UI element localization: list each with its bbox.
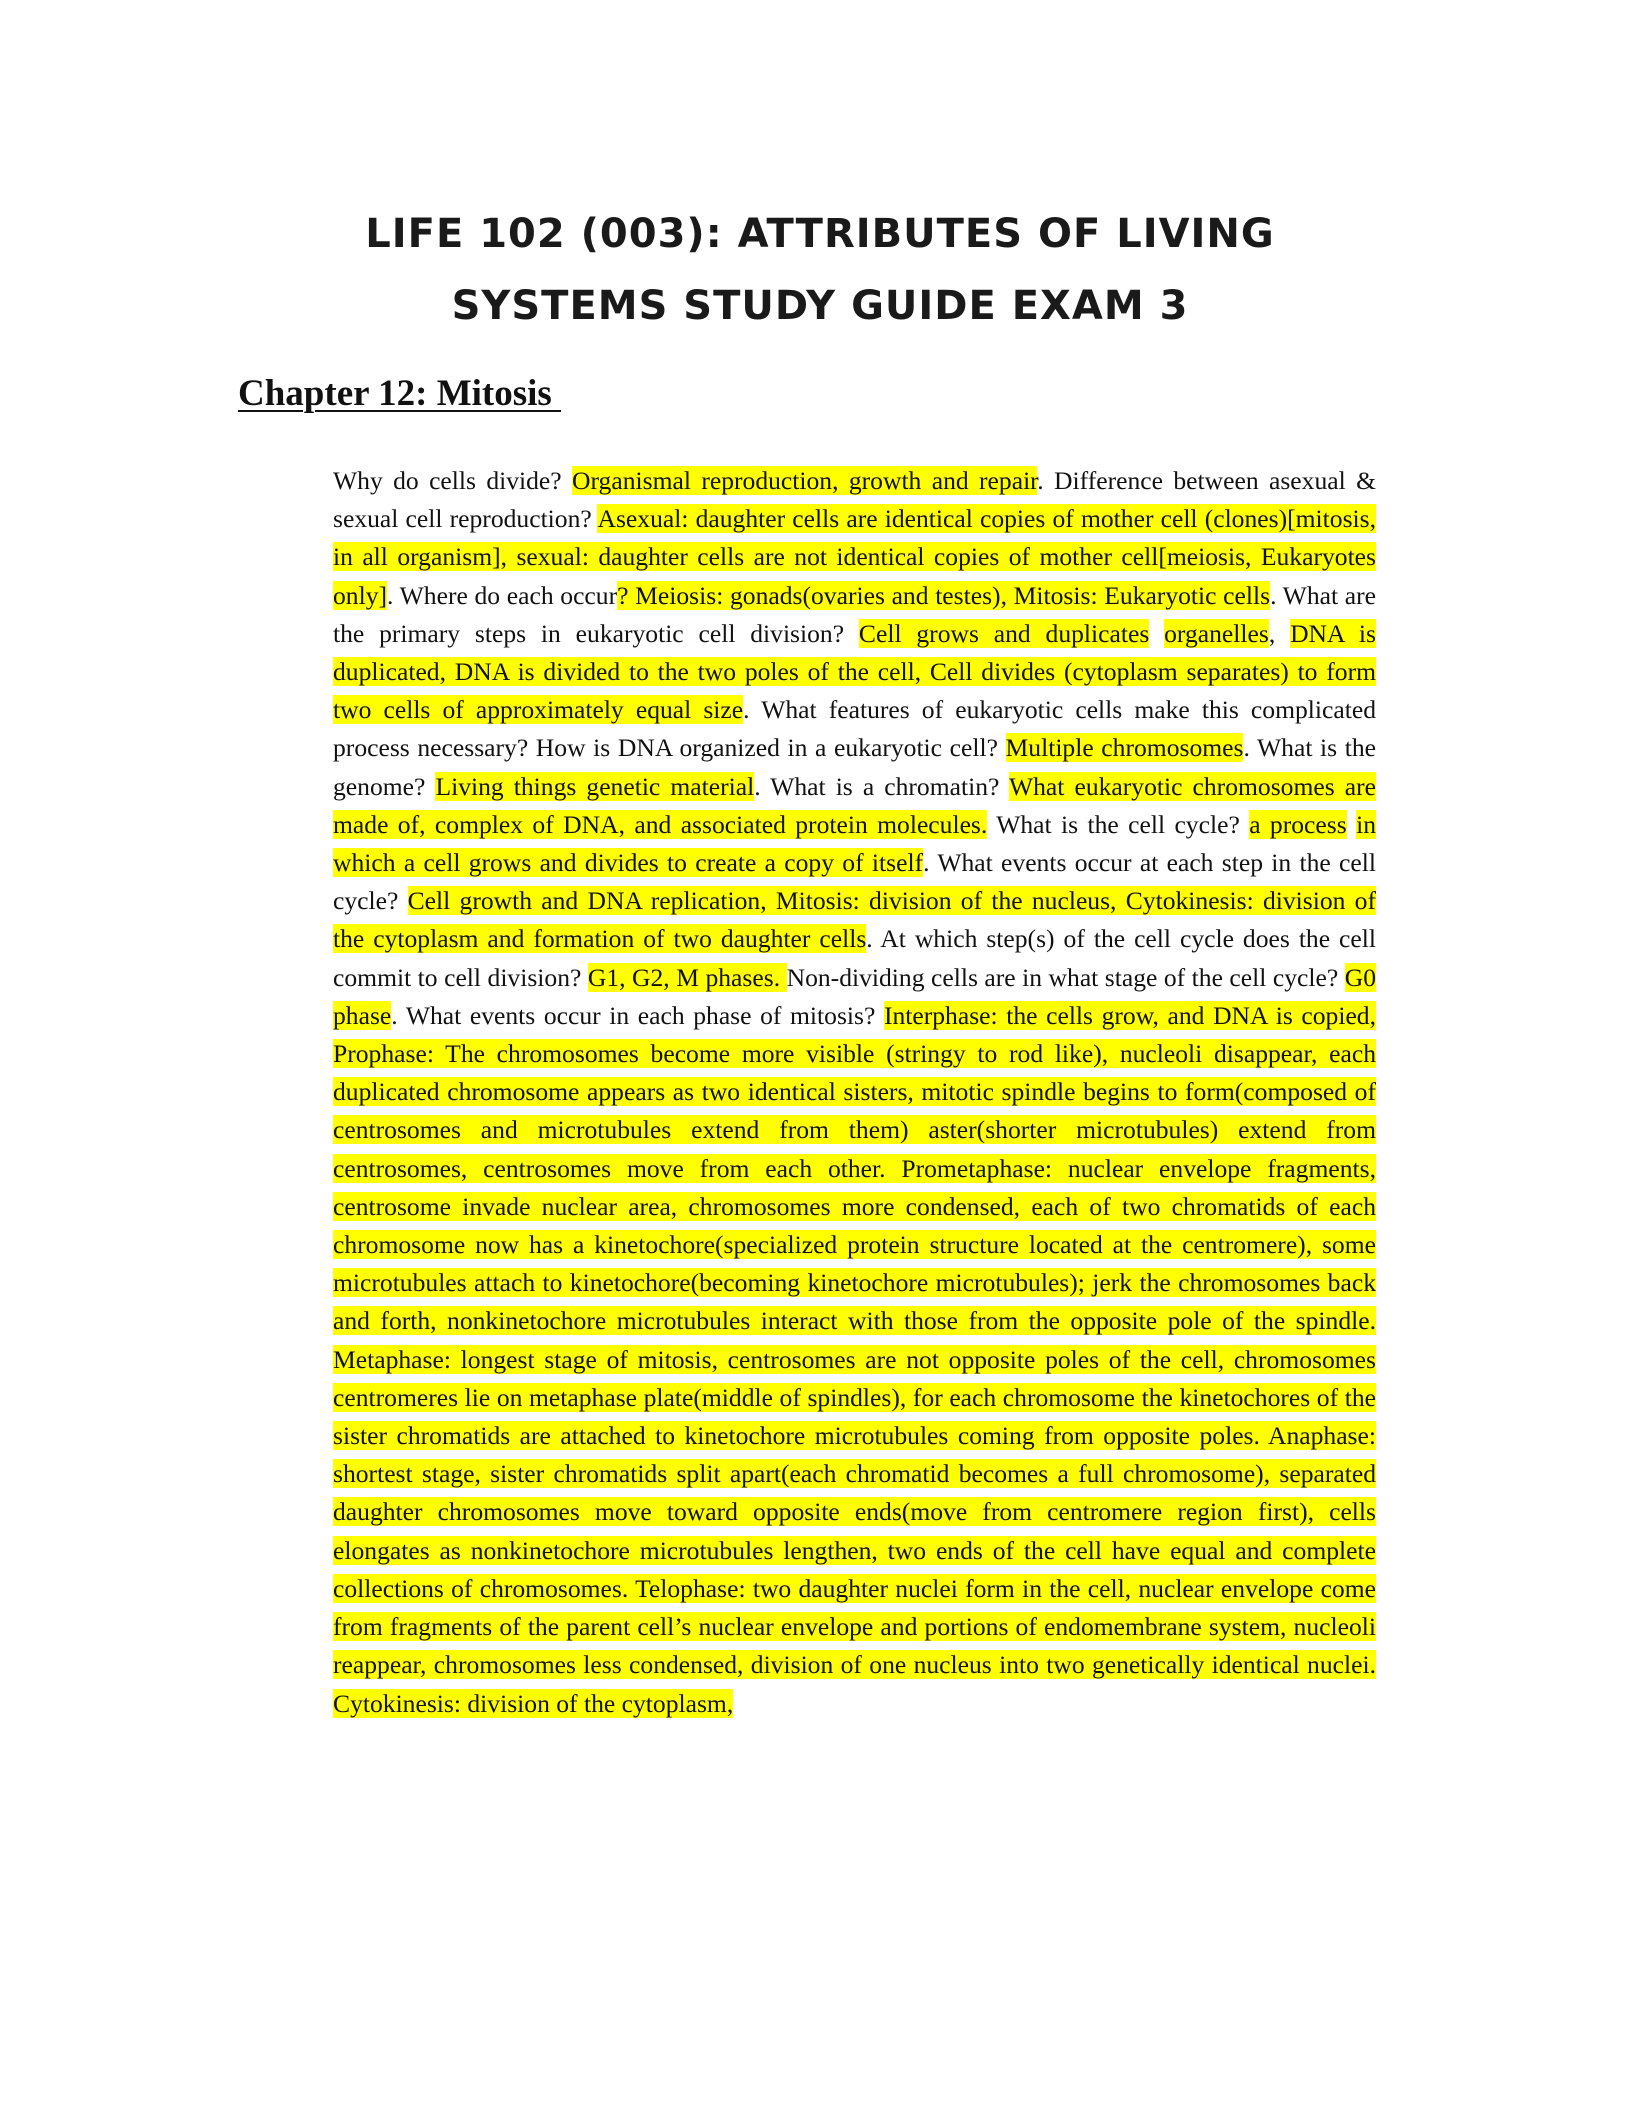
highlighted-answer-text: Interphase: the cells grow, and DNA is copied, Prophase: The chromosomes become more visible (stringy to rod like), nucleoli disappear, each duplicated chromosome appears as two identical sisters, mitotic spindle begins to form(composed of centrosomes and microtubules extend from them) aster(shorter microtubules) extend from centrosomes, centrosomes move from each other. Prometaphase:	[333, 1000, 1376, 1183]
question-text: . What events occur at each step in the cell cycle?	[333, 848, 1376, 916]
document-title-line-2: SYSTEMS STUDY GUIDE EXAM 3	[451, 283, 1189, 329]
question-text: . What are the primary steps in eukaryotic cell division?	[333, 580, 1376, 648]
question-text: Non-dividing cells are in what stage of the cell cycle?	[786, 962, 1345, 992]
highlighted-answer-text: What eukaryotic chromosomes are made of, complex of DNA, and associated protein molecules.	[333, 771, 1376, 839]
study-guide-paragraph	[333, 462, 1376, 1723]
question-text: . What features of eukaryotic cells make this complicated process necessary? How is DNA organized in a eukaryotic cell?	[333, 695, 1376, 763]
highlighted-answer-text: DNA is duplicated, DNA is divided to the two poles of the cell, Cell divides (cytoplasm separates) to form two cells of approximately equal size	[333, 618, 1376, 725]
highlighted-answer-text: in which a cell grows and divides to create a copy of itself	[333, 809, 1376, 878]
highlighted-answer-text: Asexual: daughter cells are identical copies of mother cell (clones)[mitosis, in all organism], sexual: daughter cells are not identical copies of mother cell[meiosis, Eukaryotes only]	[333, 504, 1376, 610]
highlighted-answer-text: G0 phase	[333, 962, 1376, 1030]
highlighted-answer-text: Living things genetic material	[435, 771, 755, 801]
highlighted-answer-text: nuclear envelope fragments, centrosome invade nuclear area, chromosomes more condensed, each of two chromatids of each chromosome now has a kinetochore(specialized protein structure located at the centromere), some microtubules attach to kinetochore(becoming kinetochore microtubules); jerk the chromosomes back and forth, nonkinetochore microtubules interact with those from the opposite pole of the spindle. Metaphase: longest stage of mitosis, centrosomes are not opposite poles of the cell, chromosomes centromeres lie on metaphase plate(middle of spindles), for each chromosome the kinetochores of the sister chromatids are attached to kinetochore microtubules coming from opposite poles. Anaphase: shortest stage, sister chromatids split apart(each chromatid becomes a full chromosome), separated daughter chromosomes move toward opposite ends(move from centromere region first), cells elongates as nonkinetochore microtubules lengthen, two ends of the cell have equal and complete collections of chromosomes. Telophase: two daughter nuclei form in the cell, nuclear envelope come from fragments of the parent cell’s nuclear envelope and portions of endomembrane system, nucleoli reappear, chromosomes less condensed, division of one nucleus into two genetically identical nuclei. Cytokinesis: division of the cytoplasm,	[333, 1153, 1376, 1718]
highlighted-answer-text: organelles	[1164, 618, 1269, 648]
question-text: . At which step(s) of the cell cycle does the cell commit to cell division?	[333, 924, 1376, 992]
question-text: Why do cells divide?	[333, 466, 573, 495]
question-text: . What is a chromatin?	[754, 771, 1009, 801]
highlighted-answer-text: G1, G2, M phases.	[587, 962, 787, 992]
question-text: . What is the genome?	[333, 733, 1377, 801]
highlighted-answer-text: ? Meiosis: gonads(ovaries and testes), Mitosis: Eukaryotic cells	[617, 580, 1271, 610]
highlighted-answer-text: Organismal reproduction, growth and repair	[572, 466, 1038, 495]
question-text: ,	[1268, 618, 1291, 648]
highlighted-answer-text: a process	[1249, 809, 1347, 839]
question-text: What is the cell cycle?	[987, 809, 1250, 839]
chapter-heading: Chapter 12: Mitosis	[238, 373, 562, 414]
question-text: . What events occur in each phase of mitosis?	[391, 1000, 884, 1030]
document-title	[330, 198, 1310, 342]
question-text: . Difference between asexual & sexual cell reproduction?	[333, 466, 1376, 534]
question-text	[1149, 619, 1164, 648]
document-title-line-1: LIFE 102 (003): ATTRIBUTES OF LIVING	[365, 211, 1275, 257]
highlighted-answer-text: Multiple chromosomes	[1005, 733, 1244, 763]
question-text	[1347, 810, 1356, 839]
highlighted-answer-text: Cell growth and DNA replication, Mitosis: division of the nucleus, Cytokinesis: division of the cytoplasm and formation of two daughter cells	[333, 886, 1377, 954]
highlighted-answer-text: Cell grows and duplicates	[858, 618, 1150, 648]
question-text: . Where do each occur	[387, 580, 618, 610]
